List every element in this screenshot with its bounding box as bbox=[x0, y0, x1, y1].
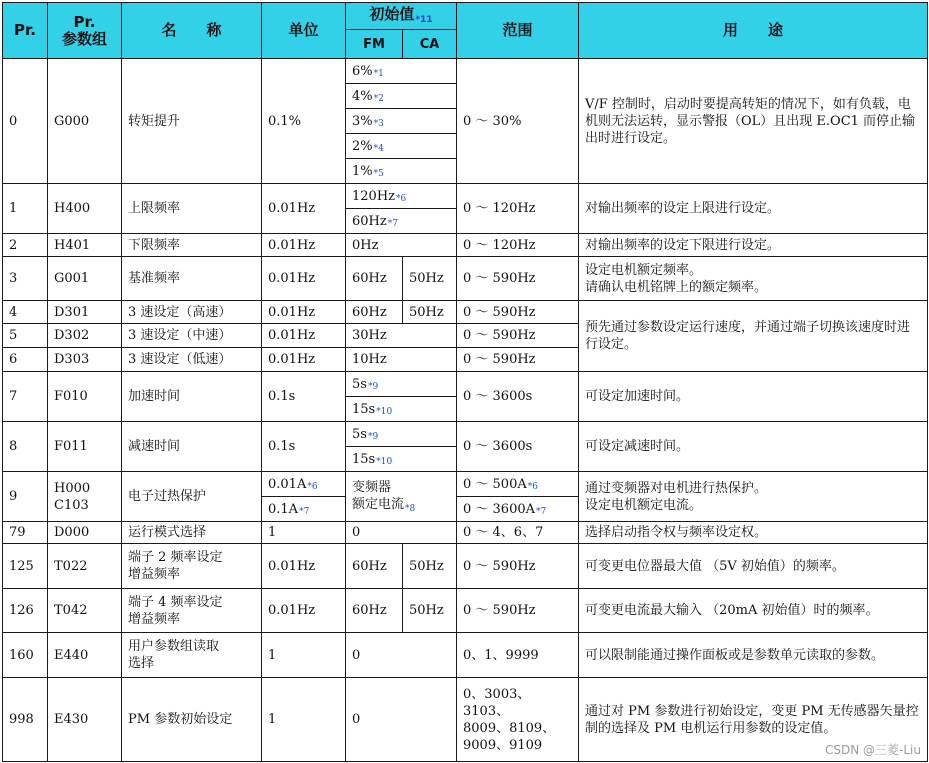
table-row: 6 D303 3 速设定（低速） 0.01Hz 10Hz 0 ～ 590Hz bbox=[3, 348, 928, 372]
table-row: 2 H401 下限频率 0.01Hz 0Hz 0 ～ 120Hz 对输出频率的设定下限进行设定。 bbox=[3, 234, 928, 257]
watermark: CSDN @三菱-Liu bbox=[825, 743, 921, 757]
unit-list: 0.01A *6 0.1A *7 bbox=[262, 472, 346, 522]
table-row: 1 H400 上限频率 0.01Hz 120Hz *6 60Hz *7 0 ～ 120Hz 对输出频率的设定上限进行设定。 bbox=[3, 184, 928, 234]
table-row: 9 H000 C103 电子过热保护 0.01A *6 0.1A *7 变频器 额定电流$_{*8}$ 0 ～ 500A *6 0 ～ 3600A *7 通过变频器对电机进行热保护。 设定电机额定电流。 bbox=[3, 472, 928, 522]
table-row: 3 G001 基准频率 0.01Hz 60Hz 50Hz 0 ～ 590Hz 设定电机额定频率。 请确认电机铭牌上的额定频率。 bbox=[3, 257, 928, 301]
table-row: 998 E430 PM 参数初始设定 1 0 0、3003、 3103、 8009、8109、 9009、9109 通过对 PM 参数进行初始设定，变更 PM 无传感器矢量控制的选择及 PM 电机运行用参数的设定值。 CSDN @三菱-Liu bbox=[3, 678, 928, 762]
table-row: 0 G000 转矩提升 0.1% 6% *1 4% *2 3% *3 2% *4 1% *5 0 ～ 30% V/F 控制时，启动时要提高转矩的情况下，如有负载，电机则无法运转，显示警报（OL）且出现 E.OC1 而停止输出时进行设定。 bbox=[3, 59, 928, 184]
table-row: 4 D301 3 速设定（高速） 0.01Hz 60Hz 50Hz 0 ～ 590Hz 预先通过参数设定运行速度，并通过端子切换该速度时进行设定。 bbox=[3, 301, 928, 324]
initial-value-list: 5s *9 15s *10 bbox=[346, 372, 457, 422]
table-row: 5 D302 3 速设定（中速） 0.01Hz 30Hz 0 ～ 590Hz bbox=[3, 324, 928, 348]
table-row: 160 E440 用户参数组读取 选择 1 0 0、1、9999 可以限制能通过操作面板或是参数单元读取的参数。 bbox=[3, 633, 928, 678]
header-usage: 用 途 bbox=[579, 3, 928, 59]
table-row: 7 F010 加速时间 0.1s 5s *9 15s *10 0 ～ 3600s 可设定加速时间。 bbox=[3, 372, 928, 422]
initial-value-list: 120Hz *6 60Hz *7 bbox=[346, 184, 457, 234]
header-pr-group: Pr. 参数组 bbox=[48, 3, 122, 59]
range-list: 0 ～ 500A *6 0 ～ 3600A *7 bbox=[457, 472, 579, 522]
header-pr: Pr. bbox=[3, 3, 48, 59]
table-row: 8 F011 减速时间 0.1s 5s *9 15s *10 0 ～ 3600s 可设定减速时间。 bbox=[3, 422, 928, 472]
header-fm: FM bbox=[346, 30, 403, 59]
header-name: 名 称 bbox=[122, 3, 262, 59]
header-initial: 初始值$_{*11}$ bbox=[346, 3, 457, 30]
table-row: 125 T022 端子 2 频率设定 增益频率 0.01Hz 60Hz 50Hz 0 ～ 590Hz 可变更电位器最大值 （5V 初始值）的频率。 bbox=[3, 544, 928, 589]
header-ca: CA bbox=[403, 30, 457, 59]
initial-value-list: 5s *9 15s *10 bbox=[346, 422, 457, 472]
table-row: 126 T042 端子 4 频率设定 增益频率 0.01Hz 60Hz 50Hz 0 ～ 590Hz 可变更电流最大输入 （20mA 初始值）时的频率。 bbox=[3, 589, 928, 633]
initial-value-list: 6% *1 4% *2 3% *3 2% *4 1% *5 bbox=[346, 59, 457, 184]
table-row: 79 D000 运行模式选择 1 0 0 ～ 4、6、7 选择启动指令权与频率设定权。 bbox=[3, 522, 928, 544]
parameter-table bbox=[2, 2, 928, 762]
header-range: 范围 bbox=[457, 3, 579, 59]
header-unit: 单位 bbox=[262, 3, 346, 59]
